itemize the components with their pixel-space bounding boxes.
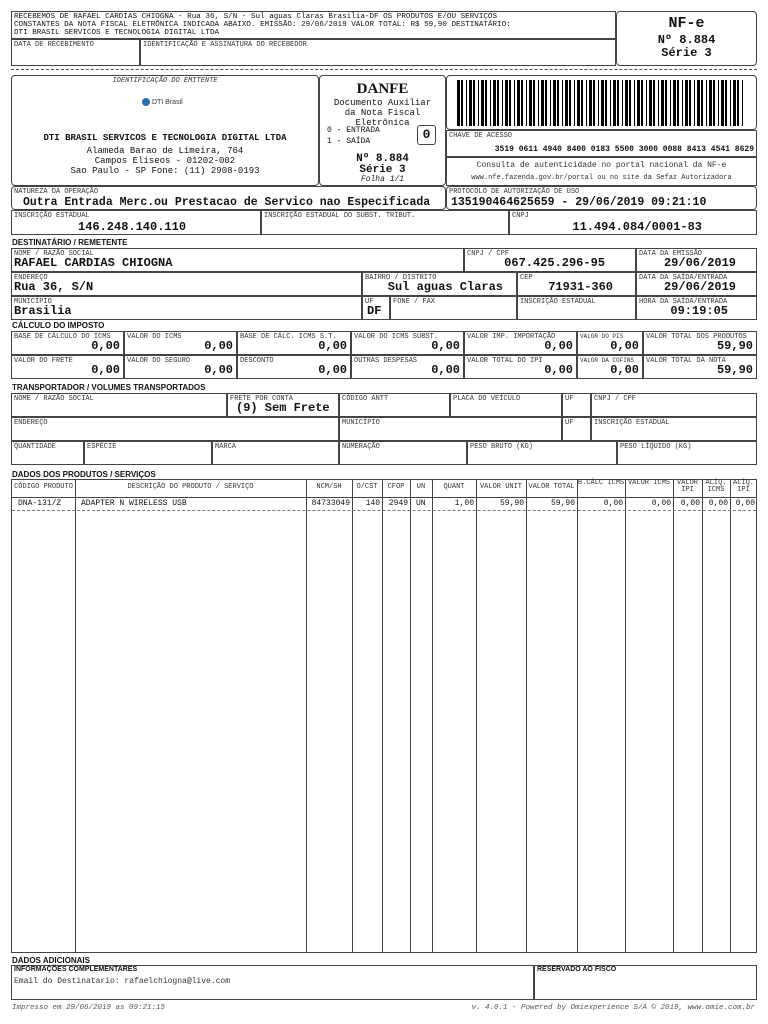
products-section-label: DADOS DOS PRODUTOS / SERVIÇOS	[12, 470, 156, 479]
exit-time-value: 09:19:05	[670, 304, 728, 318]
barcode-bar	[610, 80, 611, 126]
recipient-name-value: RAFAEL CARDIAS CHIOGNA	[14, 256, 173, 270]
barcode-bar	[658, 80, 659, 126]
tax-cell-label: DESCONTO	[240, 357, 274, 365]
products-column-divider	[673, 480, 674, 952]
tax-cell	[577, 331, 643, 355]
logo-mark-icon	[142, 98, 150, 106]
barcode-bar	[601, 80, 604, 126]
tax-cell	[124, 331, 237, 355]
products-header-cell: VALOR UNIT	[479, 483, 522, 491]
carrier-cnpj-box	[591, 393, 757, 417]
receipt-date-label: DATA DE RECEBIMENTO	[14, 41, 94, 49]
barcode-bar	[661, 80, 664, 126]
species-box	[84, 441, 212, 465]
products-column-divider	[702, 480, 703, 952]
recipient-cnpj-box	[464, 248, 636, 272]
recipient-uf-label: UF	[365, 298, 374, 306]
barcode-bar	[697, 80, 700, 126]
barcode-bar	[730, 80, 731, 126]
products-header-cell: B.CÁLC ICMS	[577, 479, 625, 487]
recipient-address-label: ENDEREÇO	[14, 274, 48, 282]
tax-cell-value: 0,00	[431, 363, 460, 377]
products-row-cell: ADAPTER N WIRELESS USB	[81, 499, 187, 508]
barcode-bar	[502, 80, 503, 126]
barcode-bar	[713, 80, 715, 126]
danfe-entry-label: 0 - ENTRADA	[327, 126, 380, 135]
carrier-name-box	[11, 393, 227, 417]
barcode-box	[446, 75, 757, 130]
emission-date-value: 29/06/2019	[663, 256, 736, 270]
barcode-bar	[598, 80, 599, 126]
barcode-bar	[673, 80, 676, 126]
products-column-divider	[730, 480, 731, 952]
tax-cell	[351, 331, 464, 355]
exit-date-value: 29/06/2019	[663, 280, 736, 294]
products-header-divider	[12, 497, 756, 498]
danfe-subtitle-2: da Nota Fiscal	[344, 108, 421, 118]
tax-cell-value: 0,00	[318, 339, 347, 353]
barcode-bar	[653, 80, 655, 126]
tax-cell-label: VALOR DO ICMS	[127, 333, 182, 341]
barcode-bar	[725, 80, 727, 126]
gross-weight-box	[467, 441, 617, 465]
consult-box	[446, 157, 757, 186]
cnpj-value: 11.494.084/0001-83	[572, 220, 702, 234]
barcode-bar	[637, 80, 640, 126]
issuer-address-2: Campos Eliseos - 01202-002	[94, 156, 236, 166]
tax-cell-value: 59,90	[716, 339, 753, 353]
carrier-cnpj-label: CNPJ / CPF	[594, 395, 637, 403]
nature-value: Outra Entrada Merc.ou Prestacao de Servico nao Especificada	[23, 196, 431, 209]
tax-cell	[464, 355, 577, 379]
fisco-box	[534, 965, 757, 1000]
recipient-ie-box	[517, 296, 636, 320]
freight-value: (9) Sem Frete	[236, 401, 330, 415]
barcode-bar	[613, 80, 616, 126]
products-header-cell: UN	[416, 483, 426, 491]
tax-cell-label: VALOR TOTAL DOS PRODUTOS	[646, 333, 747, 341]
barcode-bar	[517, 80, 520, 126]
tax-cell-value: 0,00	[610, 363, 639, 377]
products-header-cell: VALOR ICMS	[627, 479, 670, 487]
barcode-bar	[641, 80, 643, 126]
recipient-cep-label: CEP	[520, 274, 533, 282]
products-column-divider	[382, 480, 383, 952]
recipient-city-value: Brasilia	[14, 304, 72, 318]
barcode-bar	[625, 80, 628, 126]
receipt-sign-label: IDENTIFICAÇÃO E ASSINATURA DO RECEBEDOR	[143, 41, 307, 49]
tax-cell-label: VALOR IMP. IMPORTAÇÃO	[467, 333, 556, 341]
products-row-cell: 84733049	[311, 499, 350, 508]
tax-cell	[464, 331, 577, 355]
barcode-bar	[569, 80, 571, 126]
barcode-bar	[574, 80, 575, 126]
products-column-divider	[306, 480, 307, 952]
products-column-divider	[352, 480, 353, 952]
barcode-bar	[493, 80, 496, 126]
products-row-cell: 59,90	[499, 499, 524, 508]
barcode-bar	[466, 80, 467, 126]
issuer-name: DTI BRASIL SERVICOS E TECNOLOGIA DIGITAL LTDA	[43, 133, 287, 143]
exit-date-label: DATA DA SAÍDA/ENTRADA	[639, 274, 728, 282]
nature-label: NATUREZA DA OPERAÇÃO	[14, 188, 99, 196]
barcode-bar	[721, 80, 724, 126]
danfe-subtitle-1: Documento Auxiliar	[333, 98, 432, 108]
plate-label: PLACA DO VEÍCULO	[453, 395, 521, 403]
ie-st-box	[261, 210, 509, 235]
carrier-uf2-label: UF	[565, 419, 574, 427]
receipt-box	[11, 11, 616, 39]
recipient-uf-value: DF	[367, 304, 382, 318]
nfe-title: NF-e	[668, 15, 705, 32]
barcode-bar	[694, 80, 695, 126]
tax-cell-label: VALOR TOTAL DA NOTA	[646, 357, 726, 365]
tax-cell-value: 0,00	[610, 339, 639, 353]
net-weight-label: PESO LÍQUIDO (KG)	[620, 443, 692, 451]
cnpj-label: CNPJ	[512, 212, 529, 220]
barcode-bar	[538, 80, 539, 126]
gross-weight-label: PESO BRUTO (KG)	[470, 443, 534, 451]
carrier-address-label: ENDEREÇO	[14, 419, 48, 427]
products-row-cell: UN	[416, 499, 426, 508]
barcode-bar	[490, 80, 491, 126]
barcode-bar	[665, 80, 667, 126]
recipient-district-box	[362, 272, 517, 296]
barcode-icon	[457, 80, 747, 126]
barcode-bar	[670, 80, 671, 126]
danfe-number: Nº 8.884	[356, 153, 409, 165]
tax-cell-value: 0,00	[544, 339, 573, 353]
barcode-bar	[550, 80, 551, 126]
barcode-bar	[685, 80, 688, 126]
carrier-name-label: NOME / RAZÃO SOCIAL	[14, 395, 94, 403]
net-weight-box	[617, 441, 757, 465]
carrier-city-label: MUNICÍPIO	[342, 419, 380, 427]
tax-cell-value: 59,90	[716, 363, 753, 377]
barcode-bar	[562, 80, 563, 126]
access-key-value: 3519 0611 4940 8400 0183 5500 3000 0088 8413 4541 8629	[494, 145, 754, 154]
exit-time-label: HORA DA SAÍDA/ENTRADA	[639, 298, 728, 306]
qty-box	[11, 441, 84, 465]
products-header-cell: O/CST	[356, 483, 378, 491]
brand-box	[212, 441, 339, 465]
barcode-bar	[509, 80, 511, 126]
barcode-bar	[622, 80, 623, 126]
barcode-bar	[709, 80, 712, 126]
consult-line-1: Consulta de autenticidade no portal nacional da NF-e	[476, 161, 727, 170]
tax-cell-value: 0,00	[91, 363, 120, 377]
issuer-section-label: IDENTIFICAÇÃO DO EMITENTE	[112, 77, 218, 85]
additional-info-value: Email do Destinatario: rafaelchiogna@live.com	[14, 977, 231, 986]
barcode-bar	[634, 80, 635, 126]
products-row-cell: 2949	[388, 499, 408, 508]
issuer-box	[11, 75, 319, 186]
barcode-bar	[617, 80, 619, 126]
barcode-bar	[593, 80, 595, 126]
antt-box	[339, 393, 450, 417]
tax-cell	[11, 355, 124, 379]
ie-box	[11, 210, 261, 235]
receipt-line-3: DTI BRASIL SERVICOS E TECNOLOGIA DIGITAL LTDA	[14, 29, 220, 37]
danfe-type-box: 0	[417, 125, 436, 145]
products-header-cell: ALÍQ. ICMS	[705, 479, 727, 494]
tax-cell	[643, 355, 757, 379]
tax-cell-label: OUTRAS DESPESAS	[354, 357, 418, 365]
tax-cell	[124, 355, 237, 379]
ie-st-label: INSCRIÇÃO ESTADUAL DO SUBST. TRIBUT.	[264, 212, 416, 220]
products-row-cell: 0,00	[708, 499, 728, 508]
tax-cell-label: VALOR DA COFINS	[580, 357, 635, 364]
freight-box	[227, 393, 339, 417]
barcode-bar	[505, 80, 508, 126]
products-row-cell: 0,00	[680, 499, 700, 508]
barcode-bar	[605, 80, 607, 126]
qty-label: QUANTIDADE	[14, 443, 57, 451]
receipt-nfe-box	[616, 11, 757, 66]
barcode-bar	[586, 80, 587, 126]
carrier-uf-box	[562, 393, 591, 417]
barcode-bar	[473, 80, 475, 126]
recipient-name-box	[11, 248, 464, 272]
freight-label: FRETE POR CONTA	[230, 395, 294, 403]
exit-date-box	[636, 272, 757, 296]
tax-cell	[11, 331, 124, 355]
receipt-line-2: CONSTANTES DA NOTA FISCAL ELETRÔNICA INDICADA ABAIXO. EMISSÃO: 29/06/2019 VALOR TOTAL: R$ 59,90 DESTINATÁRIO:	[14, 21, 511, 29]
ie-label: INSCRIÇÃO ESTADUAL	[14, 212, 90, 220]
barcode-bar	[481, 80, 484, 126]
footer-printed: Impresso em 29/06/2019 as 09:21:15	[12, 1004, 166, 1012]
products-row-cell: 0,00	[603, 499, 623, 508]
barcode-bar	[485, 80, 487, 126]
danfe-serie: Série 3	[359, 164, 406, 176]
barcode-bar	[461, 80, 463, 126]
barcode-bar	[533, 80, 535, 126]
danfe-title: DANFE	[356, 81, 409, 97]
barcode-bar	[689, 80, 691, 126]
products-row-cell: DNA-131/Z	[18, 499, 62, 508]
tax-cell-label: VALOR DO SEGURO	[127, 357, 191, 365]
recipient-address-box	[11, 272, 362, 296]
recipient-phone-box	[390, 296, 517, 320]
products-column-divider	[75, 480, 76, 952]
consult-line-2: www.nfe.fazenda.gov.br/portal ou no site da Sefaz Autorizadora	[471, 174, 732, 182]
barcode-bar	[646, 80, 647, 126]
ie-value: 146.248.140.110	[78, 220, 187, 234]
access-key-box	[446, 130, 757, 157]
numbering-box	[339, 441, 467, 465]
tax-cell-value: 0,00	[204, 363, 233, 377]
danfe-subtitle-3: Eletrônica	[355, 118, 410, 128]
recipient-cep-value: 71931-360	[548, 280, 613, 294]
products-row-cell: 140	[365, 499, 380, 508]
tax-section-label: CÁLCULO DO IMPOSTO	[12, 321, 105, 330]
additional-section-label: DADOS ADICIONAIS	[12, 956, 90, 965]
issuer-address-1: Alameda Barao de Limeira, 764	[86, 146, 244, 156]
brand-label: MARCA	[215, 443, 237, 451]
barcode-bar	[677, 80, 679, 126]
tax-cell-value: 0,00	[91, 339, 120, 353]
tax-cell	[577, 355, 643, 379]
barcode-bar	[478, 80, 479, 126]
recipient-section-label: DESTINATÁRIO / REMETENTE	[12, 238, 128, 247]
access-key-label: CHAVE DE ACESSO	[449, 132, 513, 140]
recipient-name-label: NOME / RAZÃO SOCIAL	[14, 250, 94, 258]
logo-text: DTI Brasil	[151, 98, 183, 106]
tax-cell-label: BASE DE CÁLC. ICMS S.T.	[240, 333, 337, 341]
numbering-label: NUMERAÇÃO	[342, 443, 380, 451]
species-label: ESPÉCIE	[87, 443, 117, 451]
recipient-address-value: Rua 36, S/N	[14, 280, 94, 294]
products-column-divider	[432, 480, 433, 952]
barcode-bar	[545, 80, 547, 126]
barcode-bar	[581, 80, 583, 126]
protocol-label: PROTOCOLO DE AUTORIZAÇÃO DE USO	[449, 188, 580, 196]
barcode-bar	[521, 80, 523, 126]
protocol-value: 135190464625659 - 29/06/2019 09:21:10	[451, 196, 707, 209]
carrier-city-box	[339, 417, 562, 441]
products-column-divider	[410, 480, 411, 952]
barcode-bar	[526, 80, 527, 126]
recipient-district-value: Sul aguas Claras	[387, 280, 503, 294]
carrier-address-box	[11, 417, 339, 441]
products-header-cell: VALOR IPI	[676, 479, 698, 494]
recipient-city-box	[11, 296, 362, 320]
additional-info-box	[11, 965, 534, 1000]
cut-line	[11, 69, 757, 70]
additional-info-label: INFORMAÇÕES COMPLEMENTARES	[14, 966, 138, 973]
products-column-divider	[577, 480, 578, 952]
barcode-bar	[541, 80, 544, 126]
tax-cell	[643, 331, 757, 355]
carrier-ie-box	[591, 417, 757, 441]
carrier-ie-label: INSCRIÇÃO ESTADUAL	[594, 419, 670, 427]
tax-cell-label: BASE DE CÁLCULO DO ICMS	[14, 333, 111, 341]
products-row-cell: 1,00	[454, 499, 474, 508]
barcode-bar	[514, 80, 515, 126]
barcode-bar	[737, 80, 739, 126]
barcode-bar	[733, 80, 736, 126]
receipt-line-1: RECEBEMOS DE RAFAEL CARDIAS CHIOGNA - Rua 36, S/N - Sul aguas Claras Brasilia-DF OS PRODUTOS E/OU SERVIÇOS	[14, 13, 498, 21]
barcode-bar	[553, 80, 556, 126]
nfe-serie: Série 3	[661, 46, 712, 60]
tax-cell-value: 0,00	[204, 339, 233, 353]
carrier-uf2-box	[562, 417, 591, 441]
carrier-uf-label: UF	[565, 395, 574, 403]
tax-cell-value: 0,00	[544, 363, 573, 377]
barcode-bar	[718, 80, 719, 126]
products-header-cell: ALÍQ. IPI	[732, 479, 754, 494]
plate-box	[450, 393, 562, 417]
products-header-cell: CFOP	[387, 483, 405, 491]
danfe-exit-label: 1 - SAÍDA	[327, 137, 371, 146]
tax-cell-value: 0,00	[318, 363, 347, 377]
barcode-bar	[469, 80, 472, 126]
products-row-cell: 0,00	[651, 499, 671, 508]
products-table	[11, 479, 757, 953]
recipient-ie-label: INSCRIÇÃO ESTADUAL	[520, 298, 596, 306]
products-column-divider	[526, 480, 527, 952]
products-column-divider	[476, 480, 477, 952]
barcode-bar	[565, 80, 568, 126]
emission-date-label: DATA DA EMISSÃO	[639, 250, 703, 258]
products-header-cell: NCM/SH	[316, 483, 342, 491]
barcode-bar	[701, 80, 703, 126]
barcode-bar	[742, 80, 743, 126]
tax-cell-value: 0,00	[431, 339, 460, 353]
issuer-address-3: Sao Paulo - SP Fone: (11) 2908-0193	[70, 166, 260, 176]
tax-cell	[351, 355, 464, 379]
products-row-cell: 59,90	[550, 499, 575, 508]
recipient-cnpj-label: CNPJ / CPF	[467, 250, 510, 258]
products-header-cell: VALOR TOTAL	[528, 483, 575, 491]
recipient-district-label: BAIRRO / DISTRITO	[365, 274, 437, 282]
tax-cell-label: VALOR TOTAL DO IPI	[467, 357, 543, 365]
cnpj-box	[509, 210, 757, 235]
issuer-logo	[142, 98, 183, 106]
nature-box	[11, 186, 446, 210]
barcode-bar	[557, 80, 559, 126]
tax-cell-label: VALOR DO ICMS SUBST.	[354, 333, 439, 341]
nfe-number: Nº 8.884	[657, 33, 716, 47]
emission-date-box	[636, 248, 757, 272]
products-row-cell: 0,00	[735, 499, 755, 508]
receipt-sign-box[interactable]	[140, 39, 616, 66]
antt-label: CÓDIGO ANTT	[342, 395, 389, 403]
recipient-cnpj-value: 067.425.296-95	[504, 256, 605, 270]
barcode-bar	[497, 80, 499, 126]
barcode-bar	[682, 80, 683, 126]
danfe-box	[319, 75, 446, 186]
barcode-bar	[706, 80, 707, 126]
products-column-divider	[625, 480, 626, 952]
barcode-bar	[589, 80, 592, 126]
danfe-folha: Folha 1/1	[360, 175, 405, 184]
products-header-cell: CÓDIGO PRODUTO	[14, 483, 73, 491]
receipt-date-box[interactable]	[11, 39, 140, 66]
recipient-phone-label: FONE / FAX	[393, 298, 436, 306]
recipient-cep-box	[517, 272, 636, 296]
tax-cell	[237, 331, 351, 355]
transport-section-label: TRANSPORTADOR / VOLUMES TRANSPORTADOS	[12, 383, 206, 392]
fisco-label: RESERVADO AO FISCO	[537, 966, 617, 973]
tax-cell-label: VALOR DO PIS	[580, 333, 624, 340]
barcode-bar	[649, 80, 652, 126]
recipient-city-label: MUNICÍPIO	[14, 298, 52, 306]
products-row-divider	[12, 510, 756, 511]
protocol-box	[446, 186, 757, 210]
exit-time-box	[636, 296, 757, 320]
products-header-cell: DESCRIÇÃO DO PRODUTO / SERVIÇO	[127, 483, 254, 491]
barcode-bar	[577, 80, 580, 126]
products-header-cell: QUANT	[443, 483, 465, 491]
barcode-bar	[529, 80, 532, 126]
tax-cell	[237, 355, 351, 379]
barcode-bar	[629, 80, 631, 126]
recipient-uf-box	[362, 296, 390, 320]
footer-powered: v. 4.0.1 - Powered by Omiexperience S/A © 2019, www.omie.com.br	[471, 1004, 755, 1012]
tax-cell-label: VALOR DO FRETE	[14, 357, 73, 365]
barcode-bar	[457, 80, 460, 126]
